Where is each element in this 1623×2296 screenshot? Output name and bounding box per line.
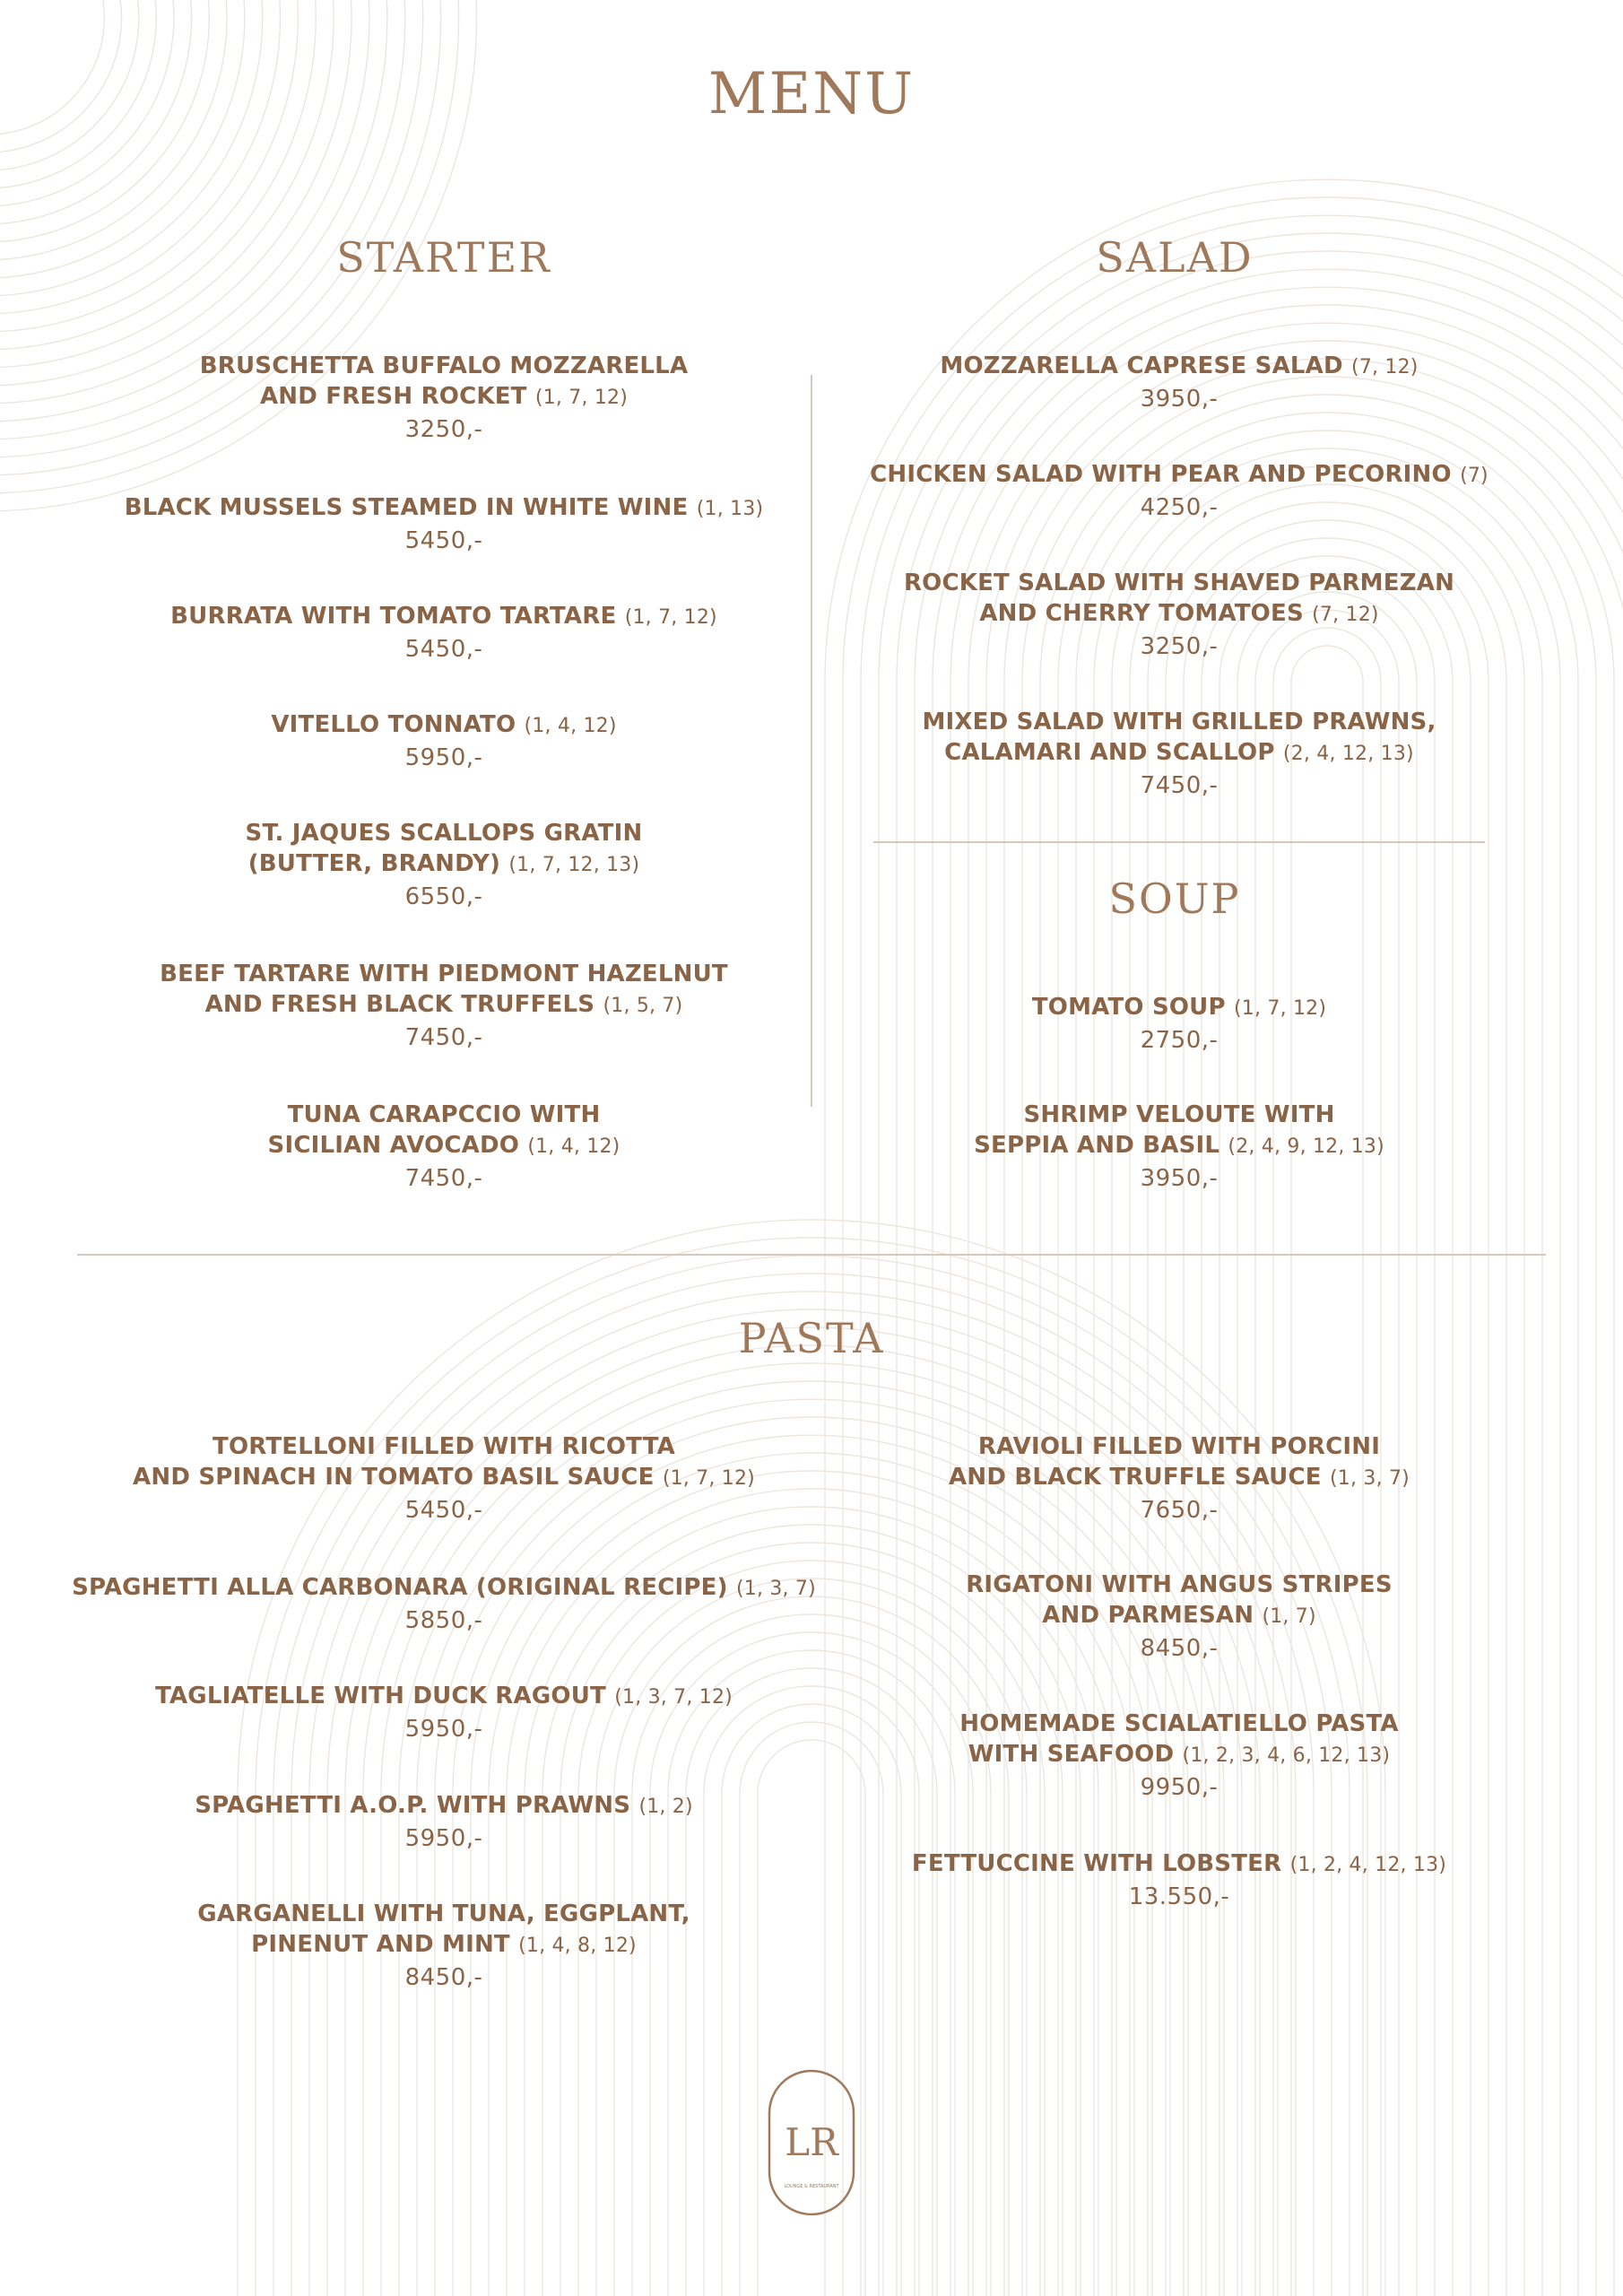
- item-name: [856, 707, 1502, 737]
- item-price: 2750,-: [1140, 1027, 1219, 1054]
- menu-item: [856, 1100, 1502, 1195]
- item-name-text: FETTUCCINE WITH LOBSTER: [911, 1850, 1282, 1877]
- menu-item: [72, 1790, 816, 1855]
- item-allergens: (1, 7, 12, 13): [508, 854, 640, 876]
- menu-item: [90, 492, 798, 557]
- item-name-text: AND PARMESAN: [1042, 1602, 1254, 1629]
- item-name: [90, 1100, 798, 1130]
- item-allergens: (7, 12): [1351, 356, 1419, 378]
- item-name-text: AND BLACK TRUFFLE SAUCE: [949, 1464, 1322, 1491]
- item-name: [856, 737, 1502, 770]
- item-allergens: (1, 7, 12): [624, 606, 717, 629]
- item-price: 3950,-: [1140, 1165, 1219, 1192]
- item-name-text: MOZZARELLA CAPRESE SALAD: [940, 352, 1343, 379]
- menu-item: [856, 707, 1502, 802]
- item-name-text: BEEF TARTARE WITH PIEDMONT HAZELNUT: [160, 961, 728, 987]
- item-name: [856, 992, 1502, 1024]
- item-name: [856, 1600, 1502, 1632]
- item-name: [72, 1790, 816, 1822]
- item-name: [90, 1130, 798, 1162]
- item-allergens: (1, 13): [696, 498, 764, 520]
- item-allergens: (1, 2, 4, 12, 13): [1289, 1854, 1447, 1876]
- item-name: [856, 1709, 1502, 1739]
- item-name: [856, 1848, 1502, 1881]
- item-name: [90, 601, 798, 633]
- item-price: 5450,-: [404, 636, 483, 663]
- item-name: [856, 1739, 1502, 1771]
- page-title: MENU: [707, 61, 916, 127]
- item-name: [72, 1462, 816, 1494]
- menu-item: [72, 1431, 816, 1526]
- item-name-text: TAGLIATELLE WITH DUCK RAGOUT: [155, 1683, 606, 1709]
- item-name-text: TORTELLONI FILLED WITH RICOTTA: [213, 1433, 675, 1460]
- item-name-text: RAVIOLI FILLED WITH PORCINI: [977, 1433, 1381, 1460]
- item-name-text: CALAMARI AND SCALLOP: [944, 739, 1275, 766]
- logo-monogram: LR: [785, 2120, 838, 2164]
- menu-item: [856, 1848, 1502, 1913]
- salad-soup-divider: [873, 841, 1485, 843]
- item-name: [856, 568, 1502, 598]
- item-name: [856, 1570, 1502, 1600]
- item-name: [90, 709, 798, 742]
- menu-item: [90, 351, 798, 446]
- item-allergens: (1, 3, 7): [735, 1578, 816, 1600]
- menu-item: [90, 959, 798, 1054]
- menu-item: [90, 1100, 798, 1195]
- arc-line: [0, 0, 352, 386]
- item-allergens: (1, 3, 7): [1330, 1467, 1410, 1490]
- item-name: [90, 818, 798, 848]
- item-name-text: AND FRESH ROCKET: [259, 383, 527, 410]
- item-name-text: HOMEMADE SCIALATIELLO PASTA: [959, 1710, 1399, 1737]
- item-price: 5950,-: [404, 1825, 483, 1852]
- menu-item: [856, 1431, 1502, 1526]
- item-price: 5850,-: [404, 1607, 483, 1634]
- item-price: 8450,-: [404, 1964, 483, 1991]
- menu-item: [72, 1899, 816, 1994]
- item-price: 7450,-: [404, 1024, 483, 1051]
- item-price: 3250,-: [1140, 633, 1219, 660]
- column-divider: [811, 375, 812, 1107]
- item-price: 3250,-: [404, 416, 483, 443]
- logo-tagline: LOUNGE & RESTAURANT: [784, 2184, 839, 2189]
- item-allergens: (2, 4, 9, 12, 13): [1228, 1135, 1384, 1158]
- item-allergens: (1, 7, 12): [534, 387, 629, 409]
- item-name-text: SHRIMP VELOUTE WITH: [1023, 1101, 1335, 1128]
- item-allergens: (7): [1460, 465, 1488, 487]
- item-allergens: (1, 5, 7): [603, 995, 683, 1017]
- item-allergens: (1, 3, 7, 12): [614, 1686, 733, 1709]
- menu-item: [856, 351, 1502, 415]
- menu-item: [90, 601, 798, 665]
- item-name-text: AND CHERRY TOMATOES: [979, 600, 1304, 627]
- item-price: 8450,-: [1140, 1635, 1219, 1662]
- item-name: [72, 1681, 816, 1713]
- item-allergens: (1, 2): [638, 1796, 693, 1818]
- item-allergens: (1, 4, 12): [527, 1135, 621, 1158]
- menu-item: [856, 459, 1502, 524]
- item-name-text: SPAGHETTI ALLA CARBONARA (ORIGINAL RECIPE): [72, 1574, 728, 1601]
- item-allergens: (1, 7, 12): [1234, 997, 1327, 1020]
- item-name-text: PINENUT AND MINT: [251, 1931, 510, 1958]
- item-name-text: CHICKEN SALAD WITH PEAR AND PECORINO: [870, 461, 1452, 488]
- item-name: [856, 459, 1502, 491]
- item-allergens: (1, 4, 8, 12): [518, 1935, 637, 1957]
- item-allergens: (7, 12): [1312, 604, 1379, 626]
- item-name-text: SPAGHETTI A.O.P. WITH PRAWNS: [195, 1792, 631, 1819]
- item-name-text: SEPPIA AND BASIL: [974, 1132, 1220, 1159]
- item-name-text: GARGANELLI WITH TUNA, EGGPLANT,: [197, 1900, 690, 1927]
- item-name: [856, 1431, 1502, 1462]
- item-name-text: BRUSCHETTA BUFFALO MOZZARELLA: [199, 352, 689, 379]
- item-name-text: VITELLO TONNATO: [271, 711, 516, 738]
- item-name: [90, 959, 798, 989]
- item-name-text: TOMATO SOUP: [1031, 994, 1226, 1021]
- menu-item: [856, 568, 1502, 663]
- item-allergens: (1, 7, 12): [662, 1467, 755, 1490]
- item-name: [856, 1462, 1502, 1494]
- item-name: [856, 598, 1502, 631]
- item-name-text: ST. JAQUES SCALLOPS GRATIN: [245, 820, 643, 847]
- lr-logo: [768, 2069, 855, 2216]
- item-name: [90, 381, 798, 413]
- menu-item: [72, 1681, 816, 1745]
- item-name: [72, 1431, 816, 1462]
- item-price: 7450,-: [404, 1165, 483, 1192]
- item-name-text: MIXED SALAD WITH GRILLED PRAWNS,: [922, 709, 1436, 735]
- menu-item: [90, 818, 798, 913]
- item-allergens: (1, 2, 3, 4, 6, 12, 13): [1182, 1744, 1391, 1767]
- menu-item: [856, 1570, 1502, 1665]
- item-price: 5950,-: [404, 1716, 483, 1743]
- item-name-text: SICILIAN AVOCADO: [267, 1132, 520, 1159]
- item-name-text: TUNA CARAPCCIO WITH: [287, 1101, 601, 1128]
- item-name: [72, 1899, 816, 1929]
- item-price: 3950,-: [1140, 386, 1219, 413]
- item-allergens: (1, 4, 12): [524, 715, 617, 737]
- item-name-text: RIGATONI WITH ANGUS STRIPES: [966, 1571, 1393, 1598]
- item-allergens: (2, 4, 12, 13): [1282, 743, 1414, 765]
- item-name: [90, 351, 798, 381]
- item-price: 13.550,-: [1128, 1883, 1230, 1910]
- item-price: 7450,-: [1140, 772, 1219, 799]
- pasta-divider: [77, 1254, 1546, 1256]
- item-allergens: (1, 7): [1262, 1605, 1316, 1628]
- section-title-starter: STARTER: [336, 233, 551, 282]
- arc-line: [0, 0, 316, 350]
- menu-item: [856, 992, 1502, 1057]
- item-name-text: AND SPINACH IN TOMATO BASIL SAUCE: [133, 1464, 655, 1491]
- item-name: [90, 989, 798, 1022]
- item-name-text: ROCKET SALAD WITH SHAVED PARMEZAN: [903, 570, 1455, 596]
- item-name: [72, 1929, 816, 1961]
- item-name-text: (BUTTER, BRANDY): [247, 850, 501, 877]
- item-price: 5950,-: [404, 744, 483, 771]
- item-name: [72, 1572, 816, 1605]
- menu-item: [90, 709, 798, 774]
- item-price: 9950,-: [1140, 1774, 1219, 1801]
- arc-line: [1202, 556, 1453, 2296]
- item-price: 5450,-: [404, 1497, 483, 1524]
- item-name-text: AND FRESH BLACK TRUFFELS: [204, 991, 595, 1018]
- item-price: 6550,-: [404, 883, 483, 910]
- arc-line: [1184, 538, 1471, 2296]
- section-title-salad: SALAD: [1096, 233, 1254, 282]
- arc-line: [0, 0, 298, 332]
- section-title-soup: SOUP: [1108, 874, 1241, 923]
- item-name: [90, 492, 798, 525]
- menu-item: [72, 1572, 816, 1637]
- item-name-text: BURRATA WITH TOMATO TARTARE: [170, 603, 617, 630]
- item-name: [90, 848, 798, 881]
- item-price: 7650,-: [1140, 1497, 1219, 1524]
- item-name: [856, 351, 1502, 383]
- menu-item: [856, 1709, 1502, 1804]
- item-name-text: WITH SEAFOOD: [968, 1741, 1175, 1768]
- item-name-text: BLACK MUSSELS STEAMED IN WHITE WINE: [124, 494, 689, 521]
- item-name: [856, 1130, 1502, 1162]
- item-price: 4250,-: [1140, 494, 1219, 521]
- item-name: [856, 1100, 1502, 1130]
- arc-line: [0, 0, 334, 368]
- item-price: 5450,-: [404, 527, 483, 554]
- section-title-pasta: PASTA: [738, 1314, 885, 1362]
